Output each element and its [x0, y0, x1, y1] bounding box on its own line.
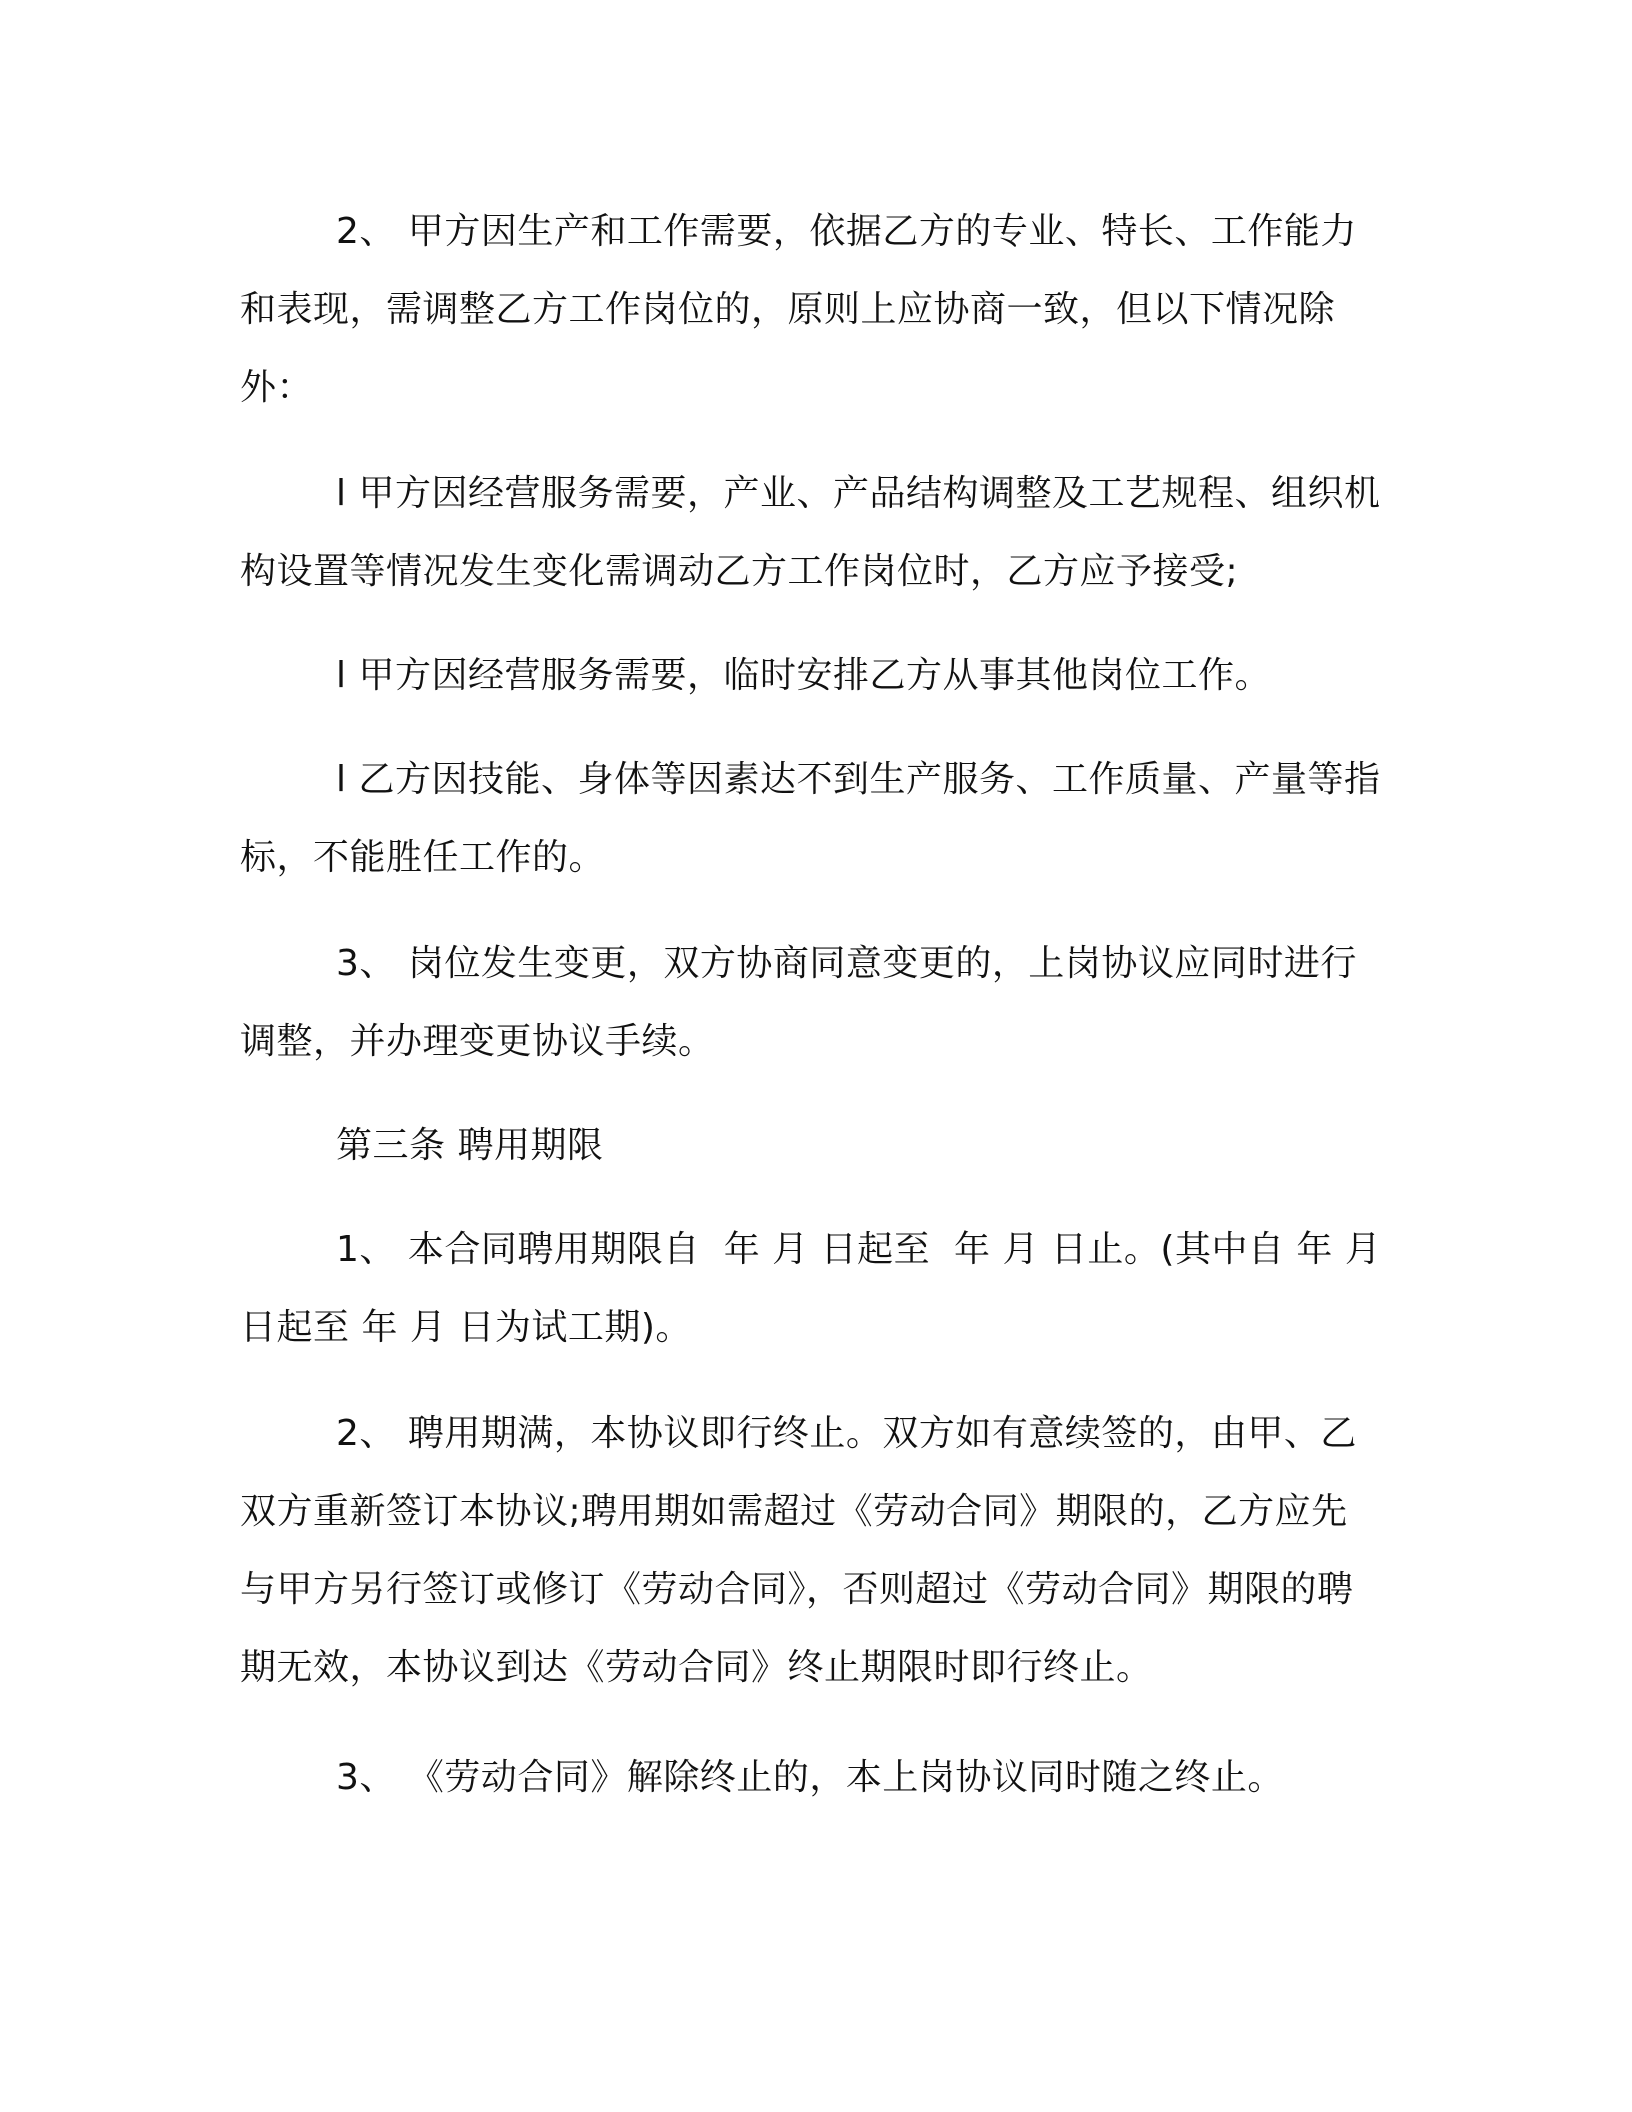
paragraph-contract-termination: 3、 《劳动合同》解除终止的，本上岗协议同时随之终止。: [336, 1757, 1284, 1798]
paragraph-exception-temporary-assignment: l 甲方因经营服务需要，临时安排乙方从事其他岗位工作。: [336, 655, 1271, 696]
paragraph-clause-3-post-change: 3、 岗位发生变更，双方协商同意变更的，上岗协议应同时进行调整，并办理变更协议手续。: [240, 943, 1357, 1062]
paragraph-clause-2-adjustment: 2、 甲方因生产和工作需要，依据乙方的专业、特长、工作能力和表现，需调整乙方工作岗位的，原则上应协商一致，但以下情况除外：: [240, 211, 1357, 408]
paragraph-term-expiry: 2、 聘用期满，本协议即行终止。双方如有意续签的，由甲、乙双方重新签订本协议;聘用期如需超过《劳动合同》期限的，乙方应先与甲方另行签订或修订《劳动合同》，否则超过《劳动合同》期限的聘期无效，本协议到达《劳动合同》终止期限时即行终止。: [240, 1413, 1357, 1688]
paragraph-term-period: 1、 本合同聘用期限自 年 月 日起至 年 月 日止。(其中自 年 月 日起至 年 月 日为试工期)。: [240, 1229, 1394, 1348]
paragraph-exception-incompetence: l 乙方因技能、身体等因素达不到生产服务、工作质量、产量等指标，不能胜任工作的。: [240, 759, 1381, 878]
document-body: [240, 193, 1394, 1817]
paragraph-exception-structure-change: l 甲方因经营服务需要，产业、产品结构调整及工艺规程、组织机构设置等情况发生变化需调动乙方工作岗位时，乙方应予接受;: [240, 473, 1381, 592]
section-heading-article-3: 第三条 聘用期限: [336, 1125, 604, 1166]
